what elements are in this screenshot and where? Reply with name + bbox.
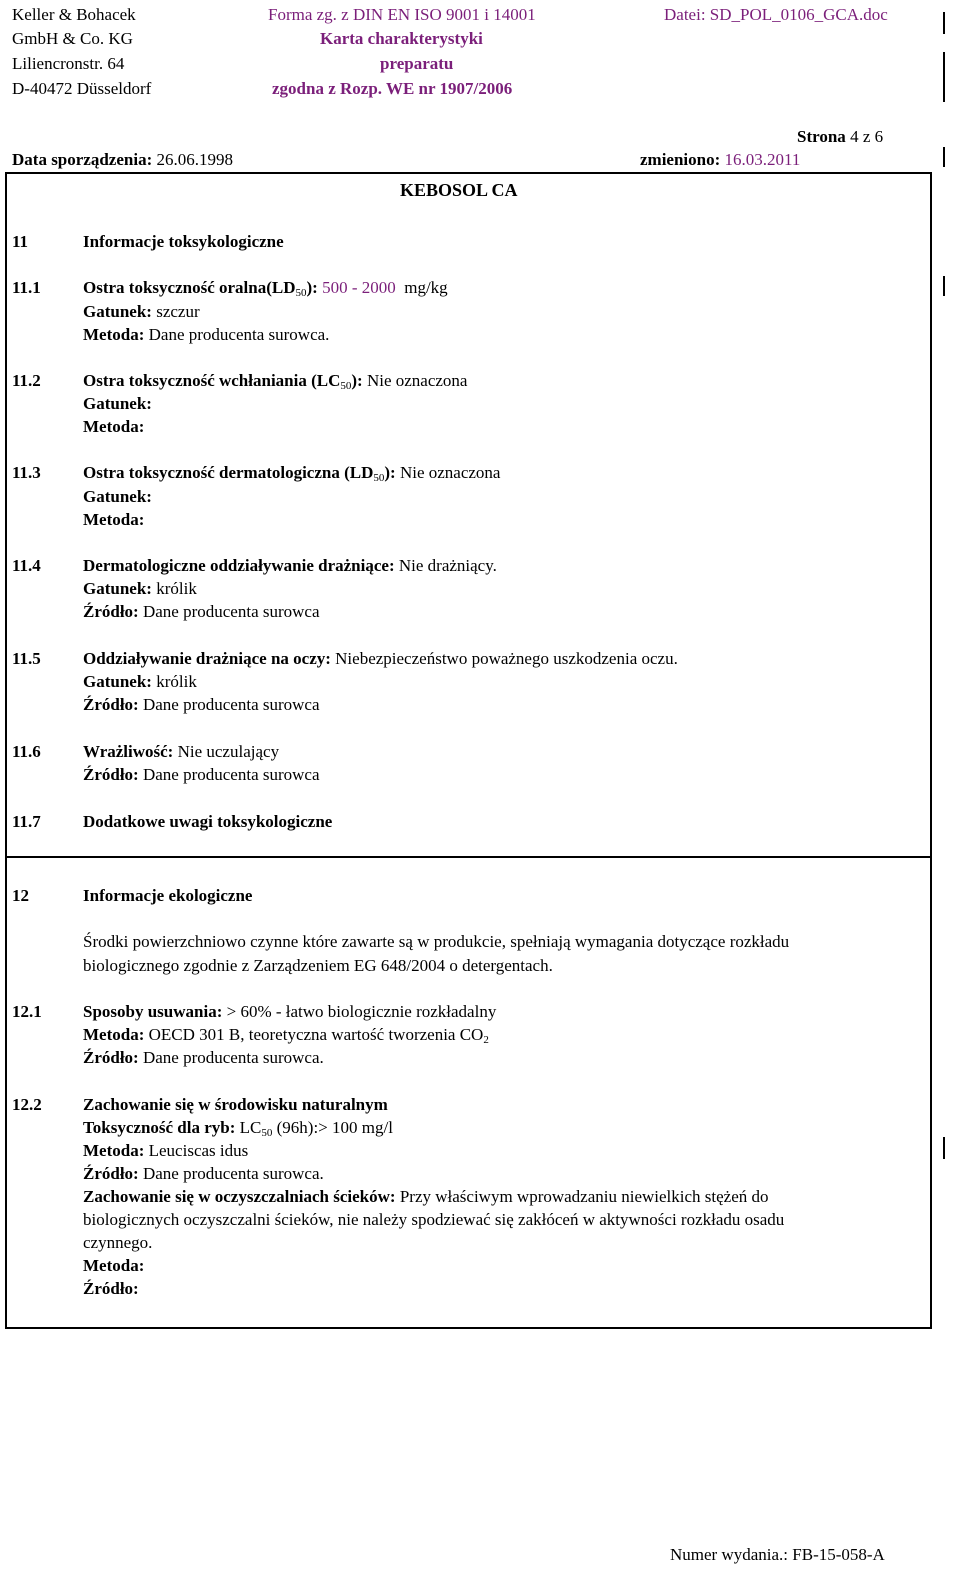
page-indicator: Strona 4 z 6	[797, 127, 884, 146]
subsection-11-4-number: 11.4	[12, 556, 41, 575]
subsection-11-6-heading: Wrażliwość: Nie uczulający	[83, 742, 280, 761]
doc-title: Karta charakterystyki	[320, 29, 483, 48]
subsection-11-1-heading: Ostra toksyczność $oralna(LD_{50})$: 500 - 2000 mg/kg	[83, 278, 448, 299]
gatunek-line: Gatunek: królik	[83, 579, 197, 598]
subsection-12-1-heading: Sposoby usuwania: > 60% - łatwo biologicznie rozkładalny	[83, 1002, 497, 1021]
page-number: 4	[850, 127, 859, 146]
treatment-plant-line-2: biologicznych oczyszczalni ścieków, nie należy spodziewać się zakłóceń w aktywności rozkładu osadu	[83, 1210, 785, 1229]
form-label: Forma zg. z DIN EN ISO 9001 i 14001	[268, 5, 536, 24]
zrodlo-line: Źródło: Dane producenta surowca	[83, 695, 320, 714]
changed-date-line: zmieniono: 16.03.2011	[640, 150, 801, 169]
subsection-12-1-number: 12.1	[12, 1002, 42, 1021]
metoda-label: Metoda:	[83, 1256, 145, 1275]
treatment-plant-line-1: Zachowanie się w oczyszczalniach ścieków: Przy właściwym wprowadzaniu niewielkich stężeń do	[83, 1187, 769, 1206]
subsection-11-3-heading: Ostra toksyczność dermatologiczna $(LD_{50})$: Nie oznaczona	[83, 463, 501, 484]
doc-subtitle: preparatu	[380, 54, 454, 73]
subsection-11-7-number: 11.7	[12, 812, 41, 831]
metoda-line: Metoda: Leuciscas idus	[83, 1141, 249, 1160]
subsection-11-5-heading: Oddziaływanie drażniące na oczy: Niebezpieczeństwo poważnego uszkodzenia oczu.	[83, 649, 678, 668]
section-12-intro-line-2: biologicznego zgodnie z Zarządzeniem EG 648/2004 o detergentach.	[83, 956, 553, 975]
company-name-1: Keller & Bohacek	[12, 5, 136, 24]
gatunek-label: Gatunek:	[83, 487, 152, 506]
doc-regulation: zgodna z Rozp. WE nr 1907/2006	[272, 79, 513, 98]
gatunek-line: Gatunek: szczur	[83, 302, 200, 321]
section-11-number: 11	[12, 232, 29, 251]
change-bar	[943, 12, 945, 34]
created-date: 26.06.1998	[156, 150, 233, 169]
subsection-11-7-heading: Dodatkowe uwagi toksykologiczne	[83, 812, 333, 831]
created-date-line: Data sporządzenia: 26.06.1998	[12, 150, 233, 169]
change-bar	[943, 276, 945, 296]
change-bar	[943, 52, 945, 102]
subsection-11-5-number: 11.5	[12, 649, 41, 668]
section-11-title: Informacje toksykologiczne	[83, 232, 284, 251]
edition-number: Numer wydania.: FB-15-058-A	[670, 1545, 885, 1564]
metoda-label: Metoda:	[83, 417, 145, 436]
changed-date: 16.03.2011	[724, 150, 801, 169]
subsection-11-1-number: 11.1	[12, 278, 41, 297]
treatment-plant-line-3: czynnego.	[83, 1233, 153, 1252]
gatunek-line: Gatunek: królik	[83, 672, 197, 691]
subsection-11-4-heading: Dermatologiczne oddziaływanie drażniące: Nie drażniący.	[83, 556, 497, 575]
product-name: KEBOSOL CA	[400, 180, 518, 200]
change-bar	[943, 147, 945, 167]
company-name-2: GmbH & Co. KG	[12, 29, 133, 48]
zrodlo-line: Źródło: Dane producenta surowca.	[83, 1048, 324, 1067]
company-city: D-40472 Düsseldorf	[12, 79, 152, 98]
company-street: Liliencronstr. 64	[12, 54, 125, 73]
file-info: Datei: SD_POL_0106_GCA.doc	[664, 5, 888, 24]
subsection-12-2-heading: Zachowanie się w środowisku naturalnym	[83, 1095, 388, 1114]
change-bar	[943, 1137, 945, 1159]
zrodlo-line: Źródło: Dane producenta surowca	[83, 602, 320, 621]
section-12-intro-line-1: Środki powierzchniowo czynne które zawarte są w produkcie, spełniają wymagania dotyczące rozkładu	[83, 932, 790, 951]
oral-ld50-value: 500 - 2000	[322, 278, 396, 297]
metoda-line: Metoda: OECD 301 B, teoretyczna wartość tworzenia $CO_2$	[83, 1025, 489, 1046]
subsection-11-2-number: 11.2	[12, 371, 41, 390]
metoda-line: Metoda: Dane producenta surowca.	[83, 325, 330, 344]
file-name: SD_POL_0106_GCA.doc	[709, 5, 888, 24]
gatunek-label: Gatunek:	[83, 394, 152, 413]
zrodlo-label: Źródło:	[83, 1279, 139, 1298]
section-12-number: 12	[12, 886, 29, 905]
fish-toxicity-line: Toksyczność dla ryb: $LC_{50}$ (96h):> 100 mg/l	[83, 1118, 393, 1139]
subsection-12-2-number: 12.2	[12, 1095, 42, 1114]
section-12-title: Informacje ekologiczne	[83, 886, 253, 905]
subsection-11-6-number: 11.6	[12, 742, 41, 761]
metoda-label: Metoda:	[83, 510, 145, 529]
subsection-11-2-heading: Ostra toksyczność wchłaniania $(LC_{50})$: Nie oznaczona	[83, 371, 468, 392]
subsection-11-3-number: 11.3	[12, 463, 41, 482]
zrodlo-line: Źródło: Dane producenta surowca.	[83, 1164, 324, 1183]
zrodlo-line: Źródło: Dane producenta surowca	[83, 765, 320, 784]
